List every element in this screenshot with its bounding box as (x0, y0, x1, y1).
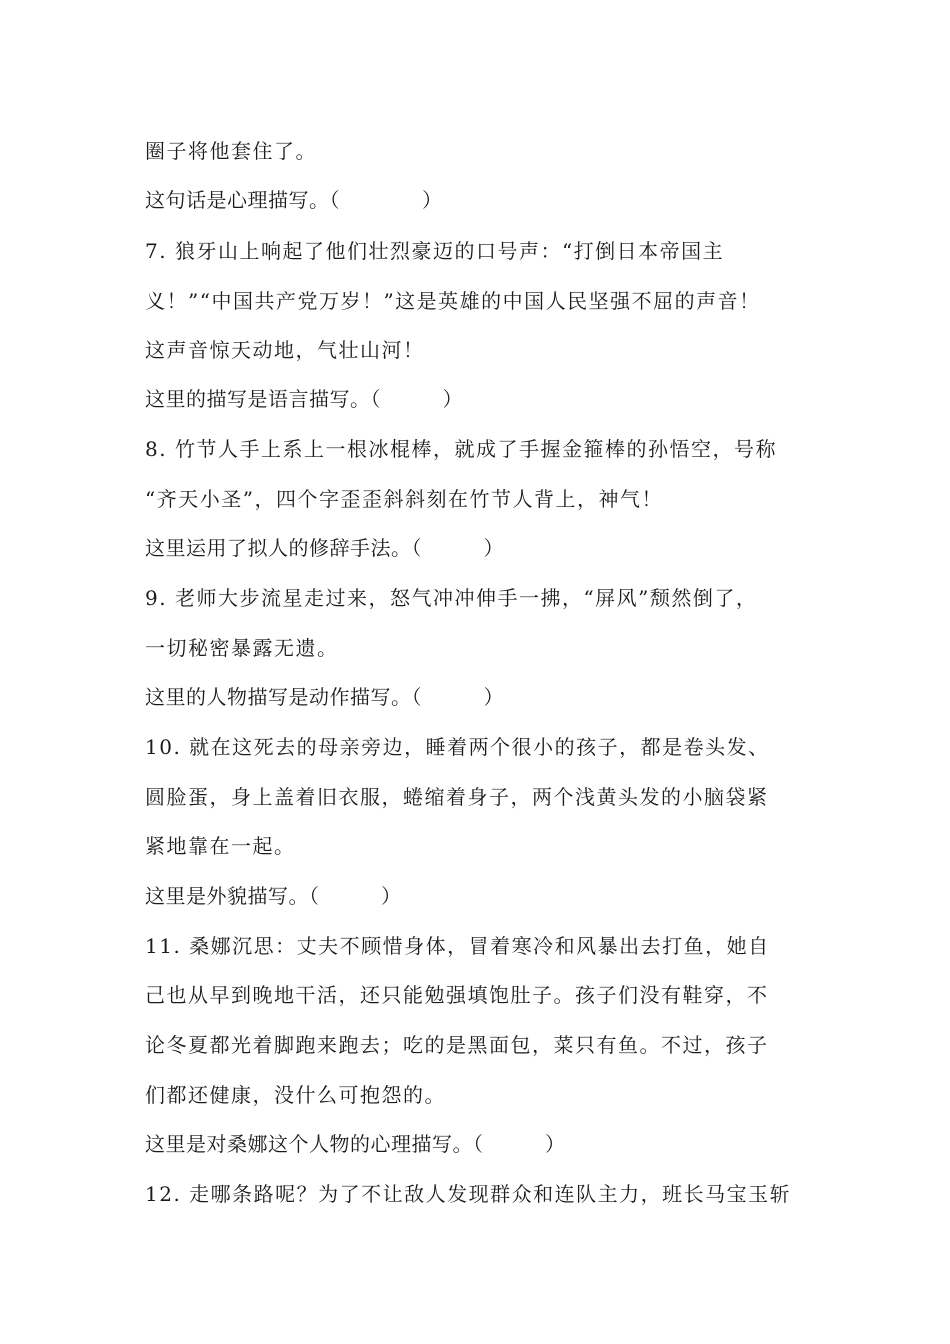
question-11-line-4: 们都还健康，没什么可抱怨的。 (145, 1083, 446, 1107)
question-11-line-2: 己也从早到晚地干活，还只能勉强填饱肚子。孩子们没有鞋穿，不 (145, 983, 769, 1007)
question-statement: 这句话是心理描写。（ ） (145, 188, 443, 212)
question-9-statement: 这里的人物描写是动作描写。（ ） (145, 685, 504, 709)
text-line: 圈子将他套住了。 (145, 139, 317, 163)
question-10-statement: 这里是外貌描写。（ ） (145, 884, 402, 908)
question-7-line-3: 这声音惊天动地，气壮山河！ (145, 338, 425, 362)
question-10-line-1: 10. 就在这死去的母亲旁边，睡着两个很小的孩子，都是卷头发、 (145, 735, 770, 759)
question-9-line-2: 一切秘密暴露无遗。 (145, 636, 339, 660)
question-10-line-2: 圆脸蛋，身上盖着旧衣服，蜷缩着身子，两个浅黄头发的小脑袋紧 (145, 785, 769, 809)
question-10-line-3: 紧地靠在一起。 (145, 834, 296, 858)
question-11-line-3: 论冬夏都光着脚跑来跑去；吃的是黑面包，菜只有鱼。不过，孩子 (145, 1033, 769, 1057)
question-9-line-1: 9. 老师大步流星走过来，怒气冲冲伸手一拂，“屏风”颓然倒了， (145, 586, 758, 610)
question-8-line-2: “齐天小圣”，四个字歪歪斜斜刻在竹节人背上，神气！ (145, 487, 663, 511)
question-7-statement: 这里的描写是语言描写。（ ） (145, 387, 463, 411)
question-11-line-1: 11. 桑娜沉思：丈夫不顾惜身体，冒着寒冷和风暴出去打鱼，她自 (145, 934, 770, 958)
question-11-statement: 这里是对桑娜这个人物的心理描写。（ ） (145, 1132, 566, 1156)
question-7-line-1: 7. 狼牙山上响起了他们壮烈豪迈的口号声：“打倒日本帝国主 (145, 239, 725, 263)
question-12-line-1: 12. 走哪条路呢？为了不让敌人发现群众和连队主力，班长马宝玉斩 (145, 1182, 792, 1206)
question-7-line-2: 义！”“中国共产党万岁！”这是英雄的中国人民坚强不屈的声音！ (145, 289, 761, 313)
question-8-line-1: 8. 竹节人手上系上一根冰棍棒，就成了手握金箍棒的孙悟空，号称 (145, 437, 777, 461)
question-8-statement: 这里运用了拟人的修辞手法。（ ） (145, 536, 504, 560)
